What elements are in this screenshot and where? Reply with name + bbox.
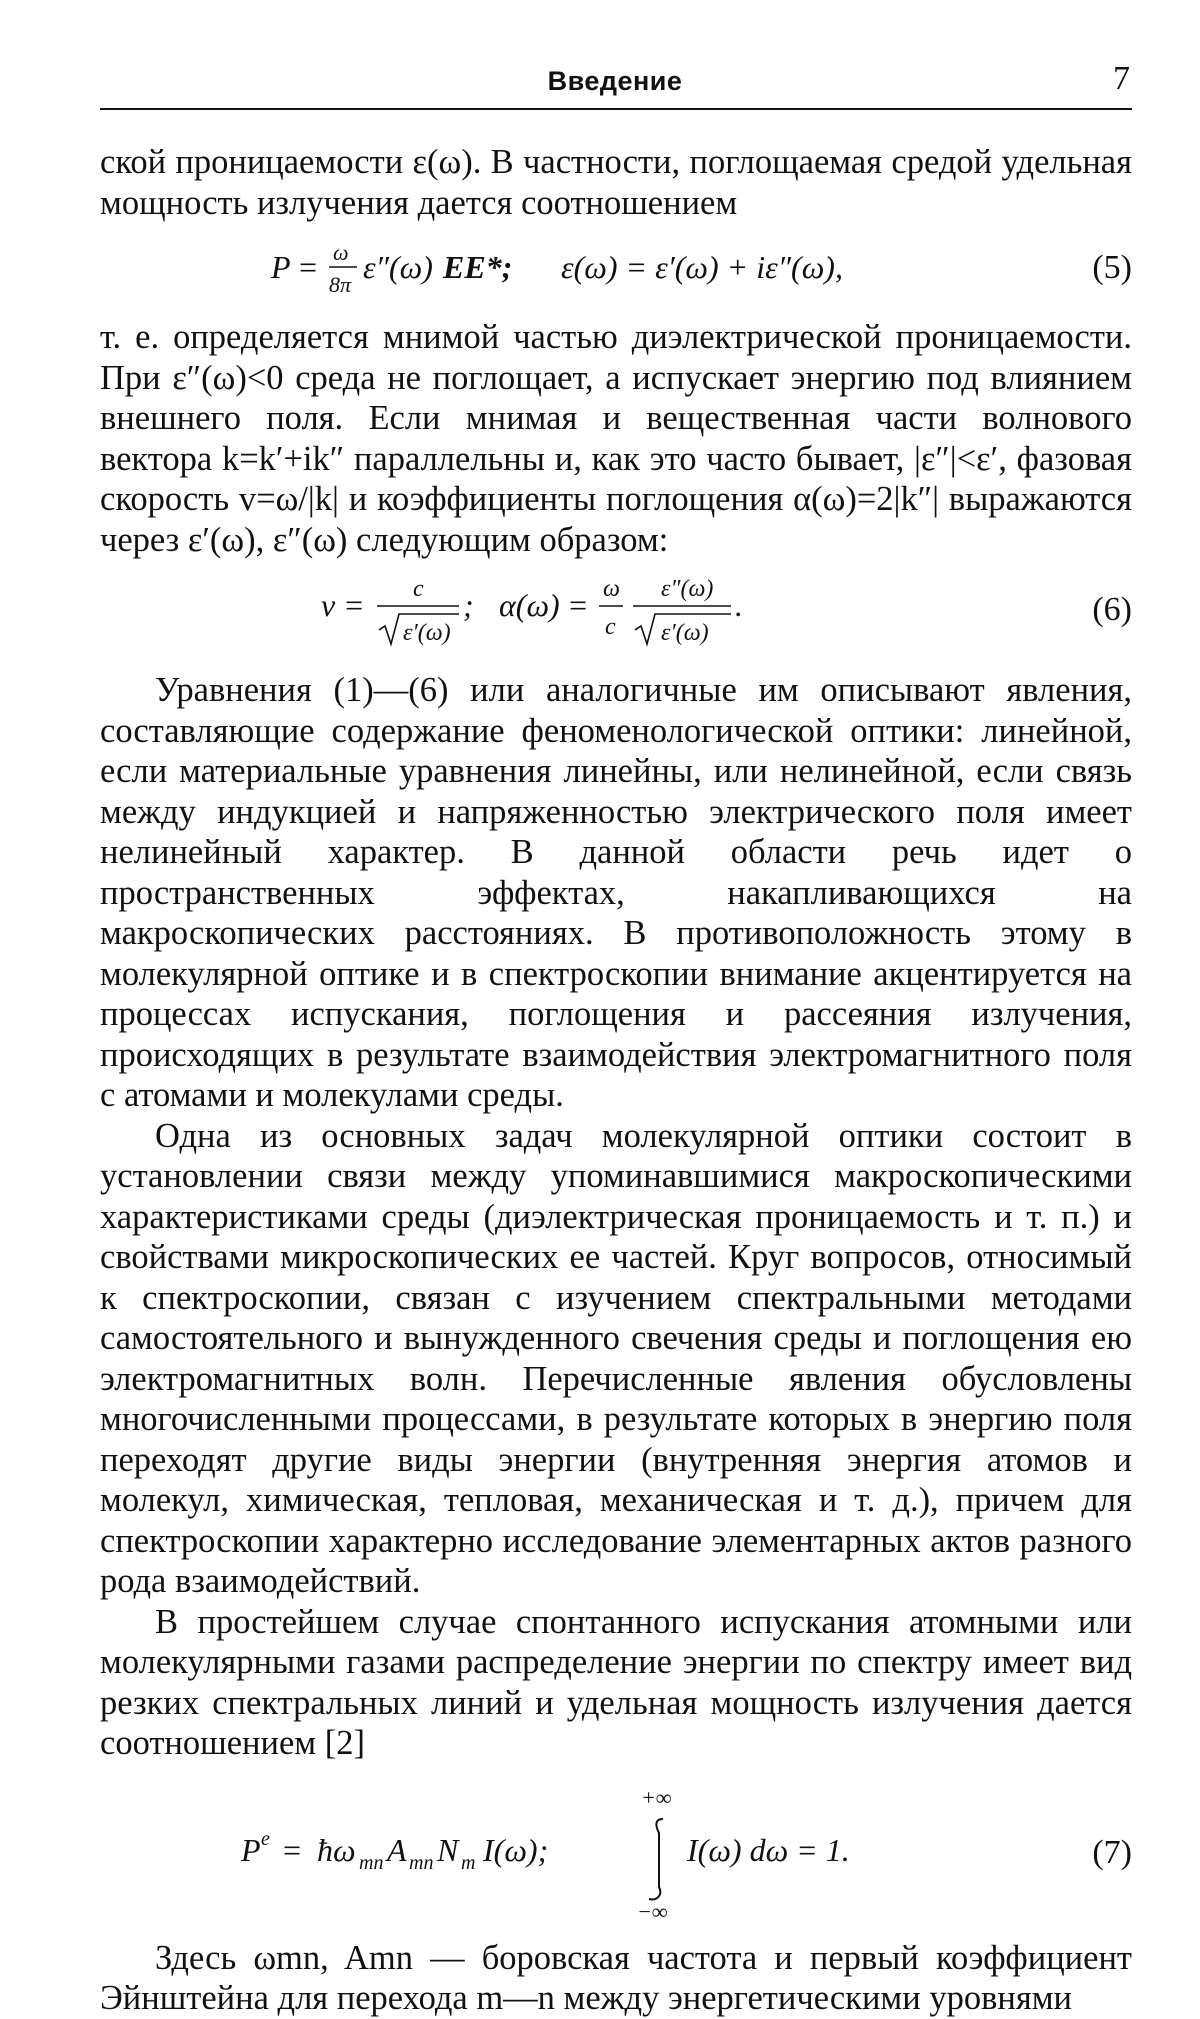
equation-6-formula <box>100 568 1062 652</box>
svg-text:v: v <box>321 587 336 623</box>
svg-text:−∞: −∞ <box>637 1898 668 1923</box>
equation-7-formula <box>100 1783 1062 1923</box>
equation-6 <box>100 564 1132 656</box>
equation-5-number: (5) <box>1092 248 1132 286</box>
paragraph-4: Одна из основных задач молекулярной оптики состоит в установлении связи между упоминавшимися макроскопическими характеристиками среды (диэлектрическая проницаемость и т. п.) и свойствами микроскопических ее частей. Круг вопросов, относимый к спектроскопии, связан с изучением спектральными методами самостоятельного и вынужденного свечения среды и поглощения ею электромагнитных волн. Перечисленные явления обусловлены многочисленными процессами, в результате которых в энергию поля переходят другие виды энергии (внутренняя энергия атомов и молекул, химическая, тепловая, механическая и т. д.), причем для спектроскопии характерно исследование элементарных актов разного рода взаимодействий. <box>100 1116 1132 1600</box>
equation-5-formula <box>100 236 1062 300</box>
paragraph-6: Здесь ωmn, Amn — боровская частота и первый коэффициент Эйнштейна для перехода m—n между энергетическими уровнями <box>100 1938 1132 2017</box>
equation-5 <box>100 233 1132 303</box>
svg-text:ω: ω <box>603 576 620 602</box>
svg-text:=: = <box>297 249 319 285</box>
equation-7-number: (7) <box>1092 1833 1132 1871</box>
header-rule <box>100 108 1132 110</box>
svg-text:=: = <box>281 1831 303 1868</box>
svg-text:e: e <box>261 1827 270 1850</box>
svg-text:=: = <box>343 587 365 623</box>
paragraph-5: В простейшем случае спонтанного испускания атомными или молекулярными газами распределение энергии по спектру имеет вид резких спектральных линий и удельная мощность излучения дается соотношением [2] <box>100 1602 1132 1762</box>
svg-text:mn: mn <box>359 1851 384 1874</box>
running-head <box>100 62 1130 102</box>
svg-text:.: . <box>735 587 743 623</box>
svg-text:ε(ω) = ε′(ω) + iε″(ω),: ε(ω) = ε′(ω) + iε″(ω), <box>561 249 843 285</box>
svg-text:c: c <box>413 576 424 602</box>
svg-text:α(ω): α(ω) <box>499 587 560 623</box>
paragraph-3: Уравнения (1)—(6) или аналогичные им описывают явления, составляющие содержание феноменологической оптики: линейной, если материальные уравнения линейны, или нелинейной, если связь между индукцией и напряженностью электрического поля имеет нелинейный характер. В данной области речь идет о пространственных эффектах, накапливающихся на макроскопических расстояниях. В противоположность этому в молекулярной оптике и в спектроскопии внимание акцентируется на процессах испускания, поглощения и рассеяния излучения, происходящих в результате взаимодействия электромагнитного поля с атомами и молекулами среды. <box>100 671 1132 1114</box>
equation-5-svg <box>271 236 891 300</box>
svg-text:EE*;: EE*; <box>443 249 513 285</box>
body-text <box>100 142 1132 2019</box>
page-number: 7 <box>1113 60 1130 97</box>
equation-6-svg <box>321 568 841 652</box>
svg-text:P: P <box>241 1831 261 1868</box>
svg-text:ε″(ω): ε″(ω) <box>363 249 433 285</box>
svg-text:N: N <box>437 1831 459 1868</box>
svg-text:=: = <box>567 587 589 623</box>
svg-text:c: c <box>605 614 616 640</box>
svg-text:;: ; <box>463 587 474 623</box>
svg-text:ħω: ħω <box>317 1831 356 1868</box>
svg-text:I(ω);: I(ω); <box>483 1831 549 1868</box>
svg-text:P: P <box>271 249 291 285</box>
svg-text:I(ω) dω = 1.: I(ω) dω = 1. <box>687 1831 850 1868</box>
svg-text:ε′(ω): ε′(ω) <box>661 620 709 646</box>
svg-text:ε′(ω): ε′(ω) <box>403 620 451 646</box>
paragraph-2: т. е. определяется мнимой частью диэлектрической проницаемости. При ε″(ω)<0 среда не поглощает, а испускает энергию под влиянием внешнего поля. Если мнимая и вещественная части волнового вектора k=k′+ik″ параллельны и, как это часто бывает, |ε″|<ε′, фазовая скорость v=ω/|k| и коэффициенты поглощения α(ω)=2|k″| выражаются через ε′(ω), ε″(ω) следующим образом: <box>100 318 1132 559</box>
svg-text:A: A <box>387 1831 407 1868</box>
svg-text:8π: 8π <box>329 272 352 297</box>
equation-7 <box>100 1778 1132 1928</box>
paragraph-1: ской проницаемости ε(ω). В частности, поглощаемая средой удельная мощность излучения дается соотношением <box>100 143 1132 222</box>
svg-text:ω: ω <box>333 240 349 265</box>
svg-text:+∞: +∞ <box>641 1784 672 1810</box>
svg-text:ε″(ω): ε″(ω) <box>661 576 714 602</box>
svg-text:m: m <box>461 1851 476 1874</box>
svg-text:mn: mn <box>409 1851 434 1874</box>
equation-6-number: (6) <box>1092 590 1132 628</box>
chapter-title: Введение <box>547 66 683 96</box>
equation-7-svg <box>241 1783 921 1923</box>
